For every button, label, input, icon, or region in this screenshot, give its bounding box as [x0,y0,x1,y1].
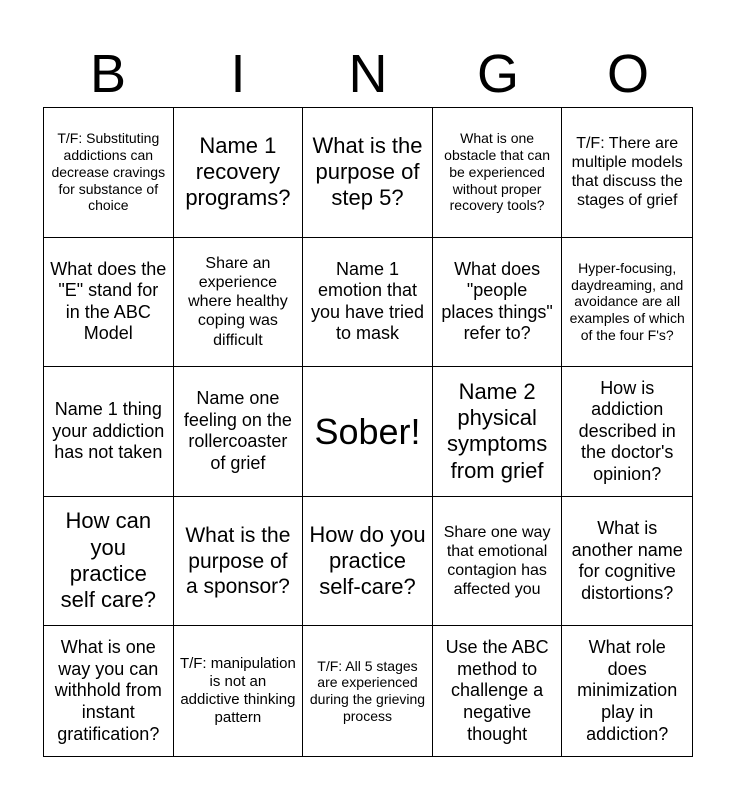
bingo-cell-r5-c2: T/F: manipulation is not an addictive thinking pattern [174,626,304,756]
bingo-cell-r5-c5: What role does minimization play in addiction? [577,637,678,744]
bingo-cell-r2-c2: Share an experience where healthy coping was difficult [174,238,304,368]
bingo-cell-r2-c1: What does the "E" stand for in the ABC Model [44,238,174,368]
bingo-cell-r2-c3: Name 1 emotion that you have tried to mask [303,238,433,368]
bingo-cell-r4-c5: What is another name for cognitive distortions? [562,497,692,627]
bingo-cell-r1-c4: What is one obstacle that can be experienced without proper recovery tools? [433,108,563,238]
header-letter-g: G [476,44,519,104]
bingo-cell-r2-c5: Hyper-focusing, daydreaming, and avoidance are all examples of which of the four F's? [562,238,692,368]
bingo-board [43,107,693,757]
bingo-cell-r4-c3: How do you practice self-care? [303,497,433,627]
header-letter-b: B [89,44,127,104]
bingo-cell-r5-c4: Use the ABC method to challenge a negative thought [433,626,563,756]
bingo-cell-r1-c3: What is the purpose of step 5? [303,108,433,238]
bingo-cell-r1-c2: Name 1 recovery programs? [174,108,304,238]
bingo-cell-r1-c1: T/F: Substituting addictions can decrease cravings for substance of choice [44,108,174,238]
bingo-free-space: Sober! [303,367,433,497]
header-letter-i: I [230,44,246,104]
bingo-cell-r3-c4: Name 2 physical symptoms from grief [433,367,563,497]
bingo-cell-r4-c4: Share one way that emotional contagion has affected you [433,497,563,627]
bingo-cell-r5-c3: T/F: All 5 stages are experienced during the grieving process [303,626,433,756]
bingo-cell-r4-c1: How can you practice self care? [44,497,174,627]
bingo-cell-r3-c5: How is addiction described in the doctor's opinion? [562,367,692,497]
bingo-cell-r4-c2: What is the purpose of a sponsor? [174,497,304,627]
bingo-cell-r3-c1: Name 1 thing your addiction has not taken [44,367,174,497]
header-letter-n: N [348,44,388,104]
bingo-cell-r5-c1: What is one way you can withhold from instant gratification? [44,626,174,756]
bingo-cell-r2-c4: What does "people places things" refer to? [433,238,563,368]
bingo-cell-r3-c2: Name one feeling on the rollercoaster of grief [174,367,304,497]
bingo-cell-r1-c5: T/F: There are multiple models that discuss the stages of grief [562,108,692,238]
header-letter-o: O [606,44,649,104]
bingo-header [43,40,693,108]
